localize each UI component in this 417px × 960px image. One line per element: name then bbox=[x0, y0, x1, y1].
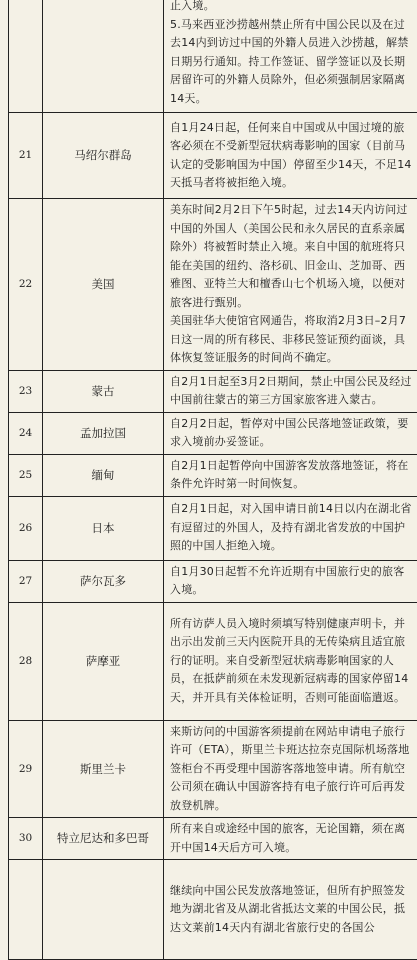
row-number bbox=[9, 860, 43, 960]
country-name: 萨尔瓦多 bbox=[43, 560, 164, 602]
policy-text bbox=[164, 496, 417, 560]
table-row bbox=[9, 113, 417, 199]
row-number: 30 bbox=[9, 818, 43, 860]
policy-paragraph: 自2月2日起，暂停对中国公民落地签证政策，要求入境前办妥签证。 bbox=[170, 415, 413, 452]
row-number: 28 bbox=[9, 602, 43, 720]
country-name bbox=[43, 860, 164, 960]
policy-paragraph: 自1月30日起暂不允许近期有中国旅行史的旅客入境。 bbox=[170, 563, 413, 600]
policy-text bbox=[164, 0, 417, 113]
country-name: 美国 bbox=[43, 199, 164, 371]
policy-text bbox=[164, 454, 417, 496]
table-row bbox=[9, 0, 417, 113]
row-number: 24 bbox=[9, 412, 43, 454]
row-number: 23 bbox=[9, 370, 43, 412]
country-name: 日本 bbox=[43, 496, 164, 560]
policy-paragraph: 自2月1日起，对入国申请日前14日以内在湖北省有逗留过的外国人，及持有湖北省发放的中国护照的中国人拒绝入境。 bbox=[170, 500, 413, 556]
policy-paragraph: 5.马来西亚沙捞越州禁止所有中国公民以及在过去14内到访过中国的外籍人员进入沙捞越，解禁日期另行通知。持工作签证、留学签证以及长期居留许可的外籍人员除外，但必须强制居家隔离14天。 bbox=[170, 16, 413, 109]
country-name: 特立尼达和多巴哥 bbox=[43, 818, 164, 860]
policy-paragraph: 自2月1日起至3月2日期间，禁止中国公民及经过中国前往蒙古的第三方国家旅客进入蒙古。 bbox=[170, 373, 413, 410]
policy-paragraph: 来斯访问的中国游客须提前在网站申请电子旅行许可（ETA），斯里兰卡班达拉奈克国际机场落地签柜台不再受理中国游客落地签申请。所有航空公司须在确认中国游客持有电子旅行许可后再发放登机牌。 bbox=[170, 723, 413, 816]
policy-paragraph: 美国驻华大使馆官网通告，将取消2月3日–2月7日这一周的所有移民、非移民签证预约面谈，具体恢复签证服务的时间尚不确定。 bbox=[170, 312, 413, 368]
table-row bbox=[9, 602, 417, 720]
country-name: 孟加拉国 bbox=[43, 412, 164, 454]
row-number: 25 bbox=[9, 454, 43, 496]
row-number: 21 bbox=[9, 113, 43, 199]
table-row bbox=[9, 412, 417, 454]
country-name bbox=[43, 0, 164, 113]
policy-text bbox=[164, 370, 417, 412]
policy-text bbox=[164, 860, 417, 960]
policy-text bbox=[164, 199, 417, 371]
table-row bbox=[9, 720, 417, 818]
policy-paragraph: 自1月24日起，任何来自中国或从中国过境的旅客必须在不受新型冠状病毒影响的国家（目前马认定的受影响国为中国）停留至少14天，不足14天抵马者将被拒绝入境。 bbox=[170, 119, 413, 193]
table-row bbox=[9, 454, 417, 496]
policy-paragraph: 美东时间2月2日下午5时起，过去14天内访问过中国的外国人（美国公民和永久居民的直系亲属除外）将被暂时禁止入境。来自中国的航班将只能在美国的纽约、洛杉矶、旧金山、芝加哥、西雅图、亚特兰大和檀香山七个机场入境，以便对旅客进行甄别。 bbox=[170, 201, 413, 312]
policy-text bbox=[164, 720, 417, 818]
country-name: 缅甸 bbox=[43, 454, 164, 496]
country-name: 斯里兰卡 bbox=[43, 720, 164, 818]
policy-paragraph: 所有访萨人员入境时须填写特别健康声明卡，并出示出发前三天内医院开具的无传染病且适宜旅行的证明。来自受新型冠状病毒影响国家的人员，在抵萨前须在未发现新冠病毒的国家停留14天，并开具有关体检证明，否则可能面临遣返。 bbox=[170, 615, 413, 708]
row-number: 22 bbox=[9, 199, 43, 371]
row-number: 27 bbox=[9, 560, 43, 602]
country-name: 萨摩亚 bbox=[43, 602, 164, 720]
policy-text bbox=[164, 818, 417, 860]
table-row bbox=[9, 199, 417, 371]
table-row bbox=[9, 818, 417, 860]
table-row bbox=[9, 370, 417, 412]
table-row bbox=[9, 860, 417, 960]
policy-text bbox=[164, 113, 417, 199]
policy-paragraph: 所有来自或途经中国的旅客，无论国籍，须在离开中国14天后方可入境。 bbox=[170, 820, 413, 857]
policy-text bbox=[164, 602, 417, 720]
table-row bbox=[9, 560, 417, 602]
entry-policy-table bbox=[8, 0, 417, 960]
policy-paragraph: 继续向中国公民发放落地签证，但所有护照签发地为湖北省及从湖北省抵达文莱的中国公民，抵达文莱前14天内有湖北省旅行史的各国公 bbox=[170, 882, 413, 938]
row-number bbox=[9, 0, 43, 113]
policy-paragraph: 止入境。 bbox=[170, 0, 413, 16]
policy-text bbox=[164, 560, 417, 602]
policy-paragraph: 自2月1日起暂停向中国游客发放落地签证，将在条件允许时第一时间恢复。 bbox=[170, 457, 413, 494]
country-name: 蒙古 bbox=[43, 370, 164, 412]
row-number: 29 bbox=[9, 720, 43, 818]
policy-text bbox=[164, 412, 417, 454]
table-row bbox=[9, 496, 417, 560]
row-number: 26 bbox=[9, 496, 43, 560]
country-name: 马绍尔群岛 bbox=[43, 113, 164, 199]
